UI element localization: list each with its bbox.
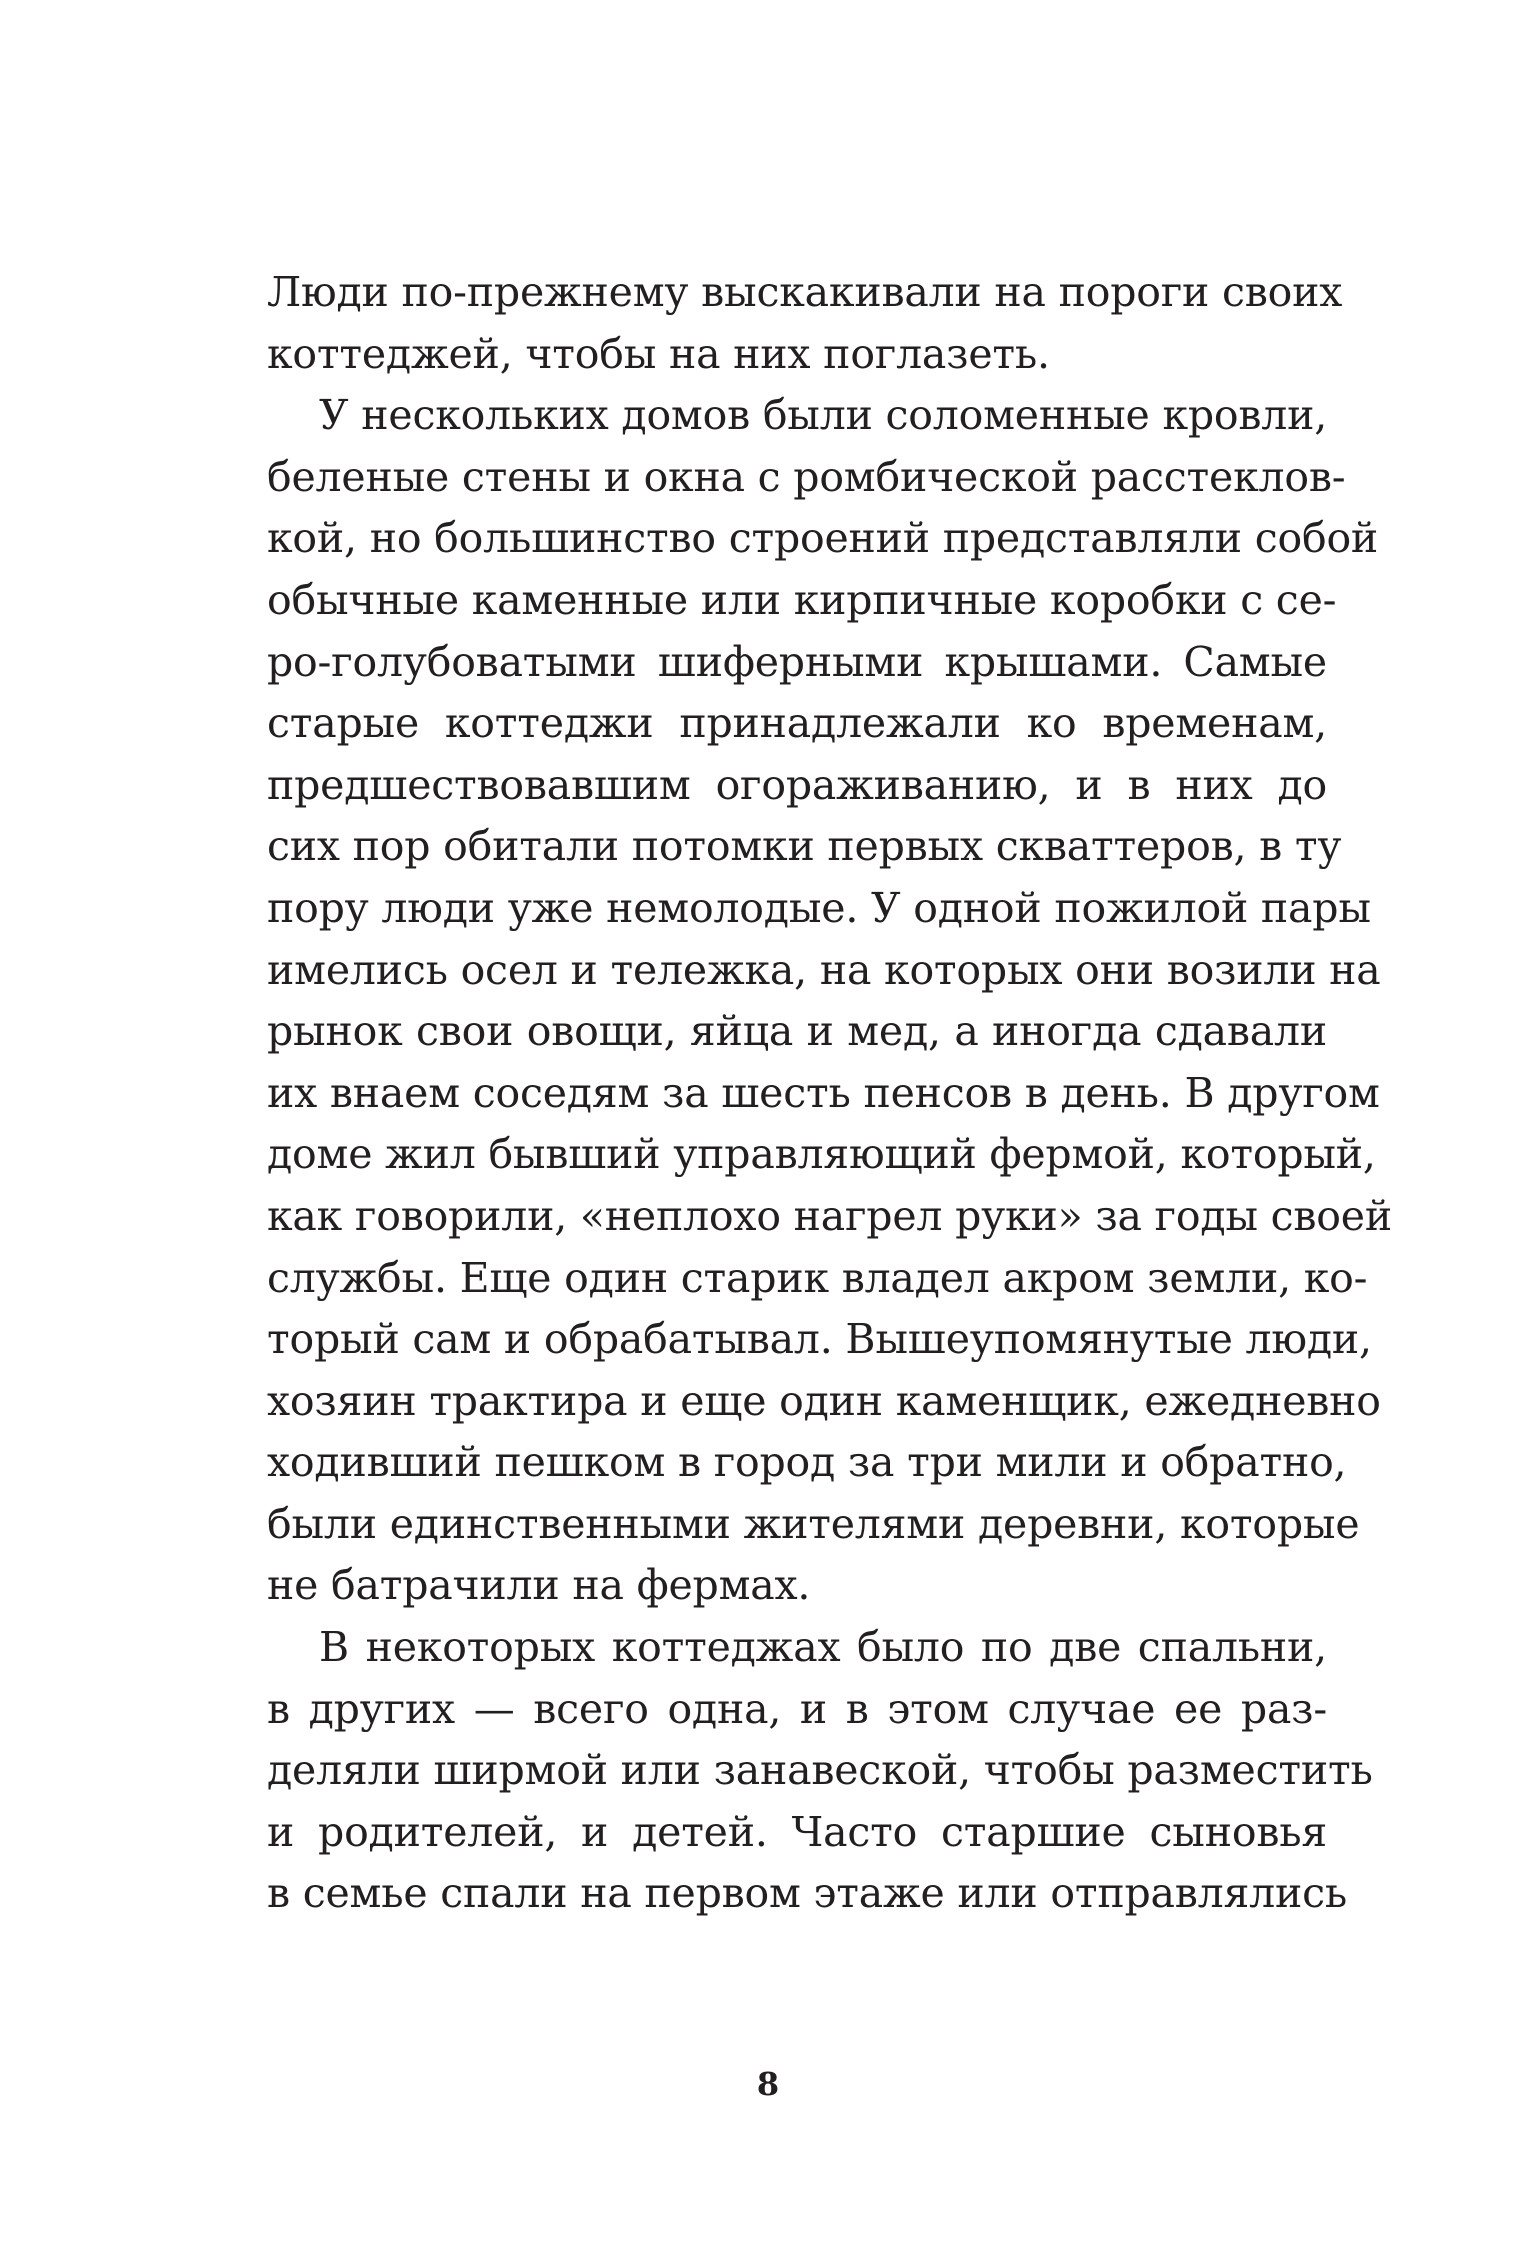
text-line: хозяин трактира и еще один каменщик, ежедневно: [267, 1376, 1381, 1425]
text-line: деляли ширмой или занавеской, чтобы разместить: [267, 1746, 1373, 1795]
text-line: не батрачили на фермах.: [267, 1561, 811, 1610]
text-line: предшествовавшим огораживанию, и в них до: [267, 760, 1327, 809]
text-line: службы. Еще один старик владел акром земли, ко-: [267, 1253, 1368, 1302]
paragraph-1: [267, 262, 1343, 385]
text-line: ро-голубоватыми шиферными крышами. Самые: [267, 637, 1327, 686]
paragraph-3: [267, 1617, 1373, 1925]
text-line: в других — всего одна, и в этом случае ее раз-: [267, 1684, 1327, 1733]
text-line: пору люди уже немолодые. У одной пожилой пары: [267, 883, 1371, 932]
text-line: обычные каменные или кирпичные коробки с се-: [267, 575, 1337, 624]
text-line: рынок свои овощи, яйца и мед, а иногда сдавали: [267, 1007, 1327, 1056]
text-line: Люди по-прежнему выскакивали на пороги своих: [267, 268, 1343, 316]
paragraph-2: [267, 385, 1392, 1617]
text-line: ходивший пешком в город за три мили и обратно,: [267, 1438, 1347, 1487]
body-text: [267, 262, 1392, 1925]
text-line: У нескольких домов были соломенные кровли,: [319, 391, 1328, 440]
text-line: как говорили, «неплохо нагрел руки» за годы своей: [267, 1191, 1392, 1240]
text-line: в семье спали на первом этаже или отправлялись: [267, 1869, 1347, 1918]
text-line: В некоторых коттеджах было по две спальни,: [319, 1623, 1327, 1672]
text-line: старые коттеджи принадлежали ко временам,: [267, 699, 1327, 748]
text-line: и родителей, и детей. Часто старшие сыновья: [267, 1807, 1327, 1856]
text-line: их внаем соседям за шесть пенсов в день. В другом: [267, 1068, 1380, 1117]
text-line: имелись осел и тележка, на которых они возили на: [267, 945, 1381, 994]
page-number: 8: [756, 2065, 780, 2103]
text-line: сих пор обитали потомки первых скваттеров, в ту: [267, 822, 1342, 871]
text-line: кой, но большинство строений представляли собой: [267, 514, 1379, 563]
text-line: беленые стены и окна с ромбической расстеклов-: [267, 452, 1346, 501]
text-line: коттеджей, чтобы на них поглазеть.: [267, 329, 1050, 378]
text-line: доме жил бывший управляющий фермой, который,: [267, 1130, 1376, 1179]
text-line: были единственными жителями деревни, которые: [267, 1499, 1360, 1548]
text-line: торый сам и обрабатывал. Вышеупомянутые люди,: [267, 1315, 1372, 1364]
